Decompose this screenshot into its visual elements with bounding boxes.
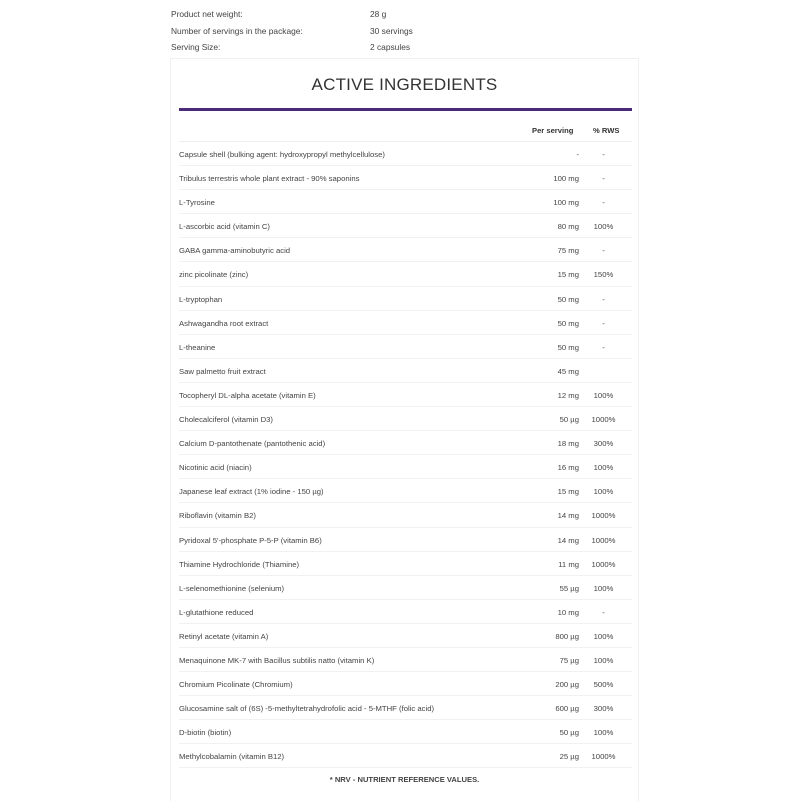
meta-label: Number of servings in the package:: [171, 25, 303, 36]
rws-value: 300%: [593, 704, 614, 714]
ingredient-name: L-glutathione reduced: [179, 607, 254, 617]
per-serving-value: 50 mg: [557, 294, 579, 304]
table-row: [179, 624, 632, 648]
table-header: [179, 120, 632, 141]
per-serving-value: 15 mg: [557, 487, 579, 497]
ingredient-name: L-tryptophan: [179, 294, 223, 304]
table-row: [179, 528, 632, 552]
rws-value: 1000%: [591, 535, 616, 545]
nrv-footnote: * NRV - NUTRIENT REFERENCE VALUES.: [329, 775, 480, 784]
per-serving-value: 12 mg: [557, 390, 579, 400]
ingredient-name: L-ascorbic acid (vitamin C): [179, 222, 270, 232]
per-serving-value: 600 µg: [555, 704, 579, 714]
rws-value: 1000%: [591, 559, 616, 569]
rws-value: 100%: [593, 583, 614, 593]
per-serving-value: 100 mg: [553, 174, 579, 184]
table-row: [179, 287, 632, 311]
table-body: [179, 142, 632, 768]
rws-value: 1000%: [591, 415, 616, 425]
per-serving-value: 50 mg: [557, 342, 579, 352]
ingredient-name: GABA gamma-aminobutyric acid: [179, 246, 291, 256]
rws-value: -: [602, 150, 605, 159]
ingredient-name: L-theanine: [179, 342, 216, 352]
rws-value: 100%: [593, 631, 614, 641]
rws-value: -: [602, 607, 605, 617]
table-row: [179, 648, 632, 672]
per-serving-value: 50 mg: [557, 318, 579, 328]
table-row: [179, 190, 632, 214]
ingredient-name: D-biotin (biotin): [179, 728, 232, 738]
ingredient-name: Menaquinone MK-7 with Bacillus subtilis natto (vitamin K): [179, 655, 375, 665]
ingredient-name: zinc picolinate (zinc): [179, 270, 249, 280]
rws-value: -: [602, 174, 605, 184]
rws-value: -: [602, 318, 605, 328]
table-row: [179, 672, 632, 696]
rws-value: 100%: [593, 728, 614, 738]
ingredient-name: Riboflavin (vitamin B2): [179, 511, 256, 521]
meta-row: [171, 6, 641, 23]
ingredient-name: Tribulus terrestris whole plant extract - 90% saponins: [179, 174, 360, 184]
table-row: [179, 383, 632, 407]
rws-value: 500%: [593, 680, 614, 690]
table-row: [179, 503, 632, 527]
per-serving-value: 75 µg: [559, 655, 579, 665]
rws-value: 100%: [593, 487, 614, 497]
table-row: [179, 407, 632, 431]
ingredient-name: Nicotinic acid (niacin): [179, 463, 252, 473]
per-serving-value: 50 µg: [559, 728, 579, 738]
table-row: [179, 359, 632, 383]
per-serving-value: 55 µg: [559, 583, 579, 593]
meta-value: 30 servings: [370, 25, 413, 36]
section-title: ACTIVE INGREDIENTS: [311, 75, 498, 94]
table-row: [179, 744, 632, 768]
ingredient-name: Saw palmetto fruit extract: [179, 366, 266, 376]
ingredient-name: Pyridoxal 5'-phosphate P-5-P (vitamin B6): [179, 535, 322, 545]
table-row: [179, 696, 632, 720]
per-serving-value: 18 mg: [557, 439, 579, 449]
per-serving-value: 80 mg: [557, 222, 579, 232]
per-serving-value: 11 mg: [558, 559, 579, 569]
rws-value: 100%: [593, 463, 614, 473]
table-row: [179, 142, 632, 166]
per-serving-value: 10 mg: [557, 607, 579, 617]
rws-value: -: [602, 294, 605, 304]
rws-value: -: [602, 246, 605, 256]
meta-row: [171, 23, 641, 40]
per-serving-value: 75 mg: [557, 246, 579, 256]
meta-label: Product net weight:: [171, 9, 243, 19]
table-row: [179, 455, 632, 479]
rws-value: 1000%: [591, 511, 616, 521]
per-serving-value: 14 mg: [557, 535, 579, 545]
ingredient-name: Calcium D-pantothenate (pantothenic acid): [179, 439, 326, 449]
meta-row: [171, 39, 641, 56]
ingredient-name: Ashwagandha root extract: [179, 318, 269, 328]
ingredient-name: Chromium Picolinate (Chromium): [179, 680, 293, 690]
product-meta: [171, 6, 641, 56]
table-row: [179, 238, 632, 262]
rws-value: 300%: [593, 439, 614, 449]
ingredient-name: Methylcobalamin (vitamin B12): [179, 752, 285, 762]
table-row: [179, 552, 632, 576]
table-row: [179, 262, 632, 286]
table-row: [179, 600, 632, 624]
ingredient-name: L-Tyrosine: [179, 198, 215, 208]
rws-value: 100%: [593, 390, 614, 400]
per-serving-value: 50 µg: [559, 415, 579, 425]
ingredient-name: Glucosamine salt of (6S) -5-methyltetrahydrofolic acid - 5-MTHF (folic acid): [179, 704, 435, 714]
ingredient-name: Tocopheryl DL-alpha acetate (vitamin E): [179, 390, 316, 400]
rws-value: -: [602, 342, 605, 352]
ingredient-name: Capsule shell (bulking agent: hydroxypropyl methylcellulose): [179, 150, 385, 159]
per-serving-value: 15 mg: [557, 270, 579, 280]
ingredient-name: Cholecalciferol (vitamin D3): [179, 415, 273, 425]
table-row: [179, 214, 632, 238]
table-row: [179, 576, 632, 600]
header-per-serving: Per serving: [532, 126, 574, 135]
ingredient-name: L-selenomethionine (selenium): [179, 583, 285, 593]
table-row: [179, 479, 632, 503]
per-serving-value: 25 µg: [559, 752, 579, 762]
title-underline: [179, 108, 632, 111]
rws-value: 1000%: [591, 752, 616, 762]
rws-value: 100%: [593, 655, 614, 665]
table-row: [179, 166, 632, 190]
per-serving-value: 100 mg: [553, 198, 579, 208]
ingredient-name: Japanese leaf extract (1% iodine - 150 µg): [179, 487, 324, 497]
ingredient-name: Retinyl acetate (vitamin A): [179, 631, 269, 641]
rws-value: 150%: [593, 270, 614, 280]
table-row: [179, 335, 632, 359]
ingredient-name: Thiamine Hydrochloride (Thiamine): [179, 559, 300, 569]
meta-value: 28 g: [370, 9, 387, 19]
rws-value: 100%: [593, 222, 614, 232]
per-serving-value: 16 mg: [557, 463, 579, 473]
header-rws: % RWS: [593, 126, 620, 135]
per-serving-value: 800 µg: [555, 631, 579, 641]
per-serving-value: 200 µg: [555, 680, 579, 690]
meta-value: 2 capsules: [370, 42, 411, 52]
per-serving-value: 14 mg: [557, 511, 579, 521]
table-row: [179, 311, 632, 335]
meta-label: Serving Size:: [171, 42, 221, 52]
table-row: [179, 431, 632, 455]
table-row: [179, 720, 632, 744]
per-serving-value: 45 mg: [557, 366, 579, 376]
ingredients-table: [179, 120, 632, 768]
ingredients-card: [170, 58, 639, 801]
rws-value: -: [602, 198, 605, 208]
per-serving-value: -: [576, 150, 579, 159]
